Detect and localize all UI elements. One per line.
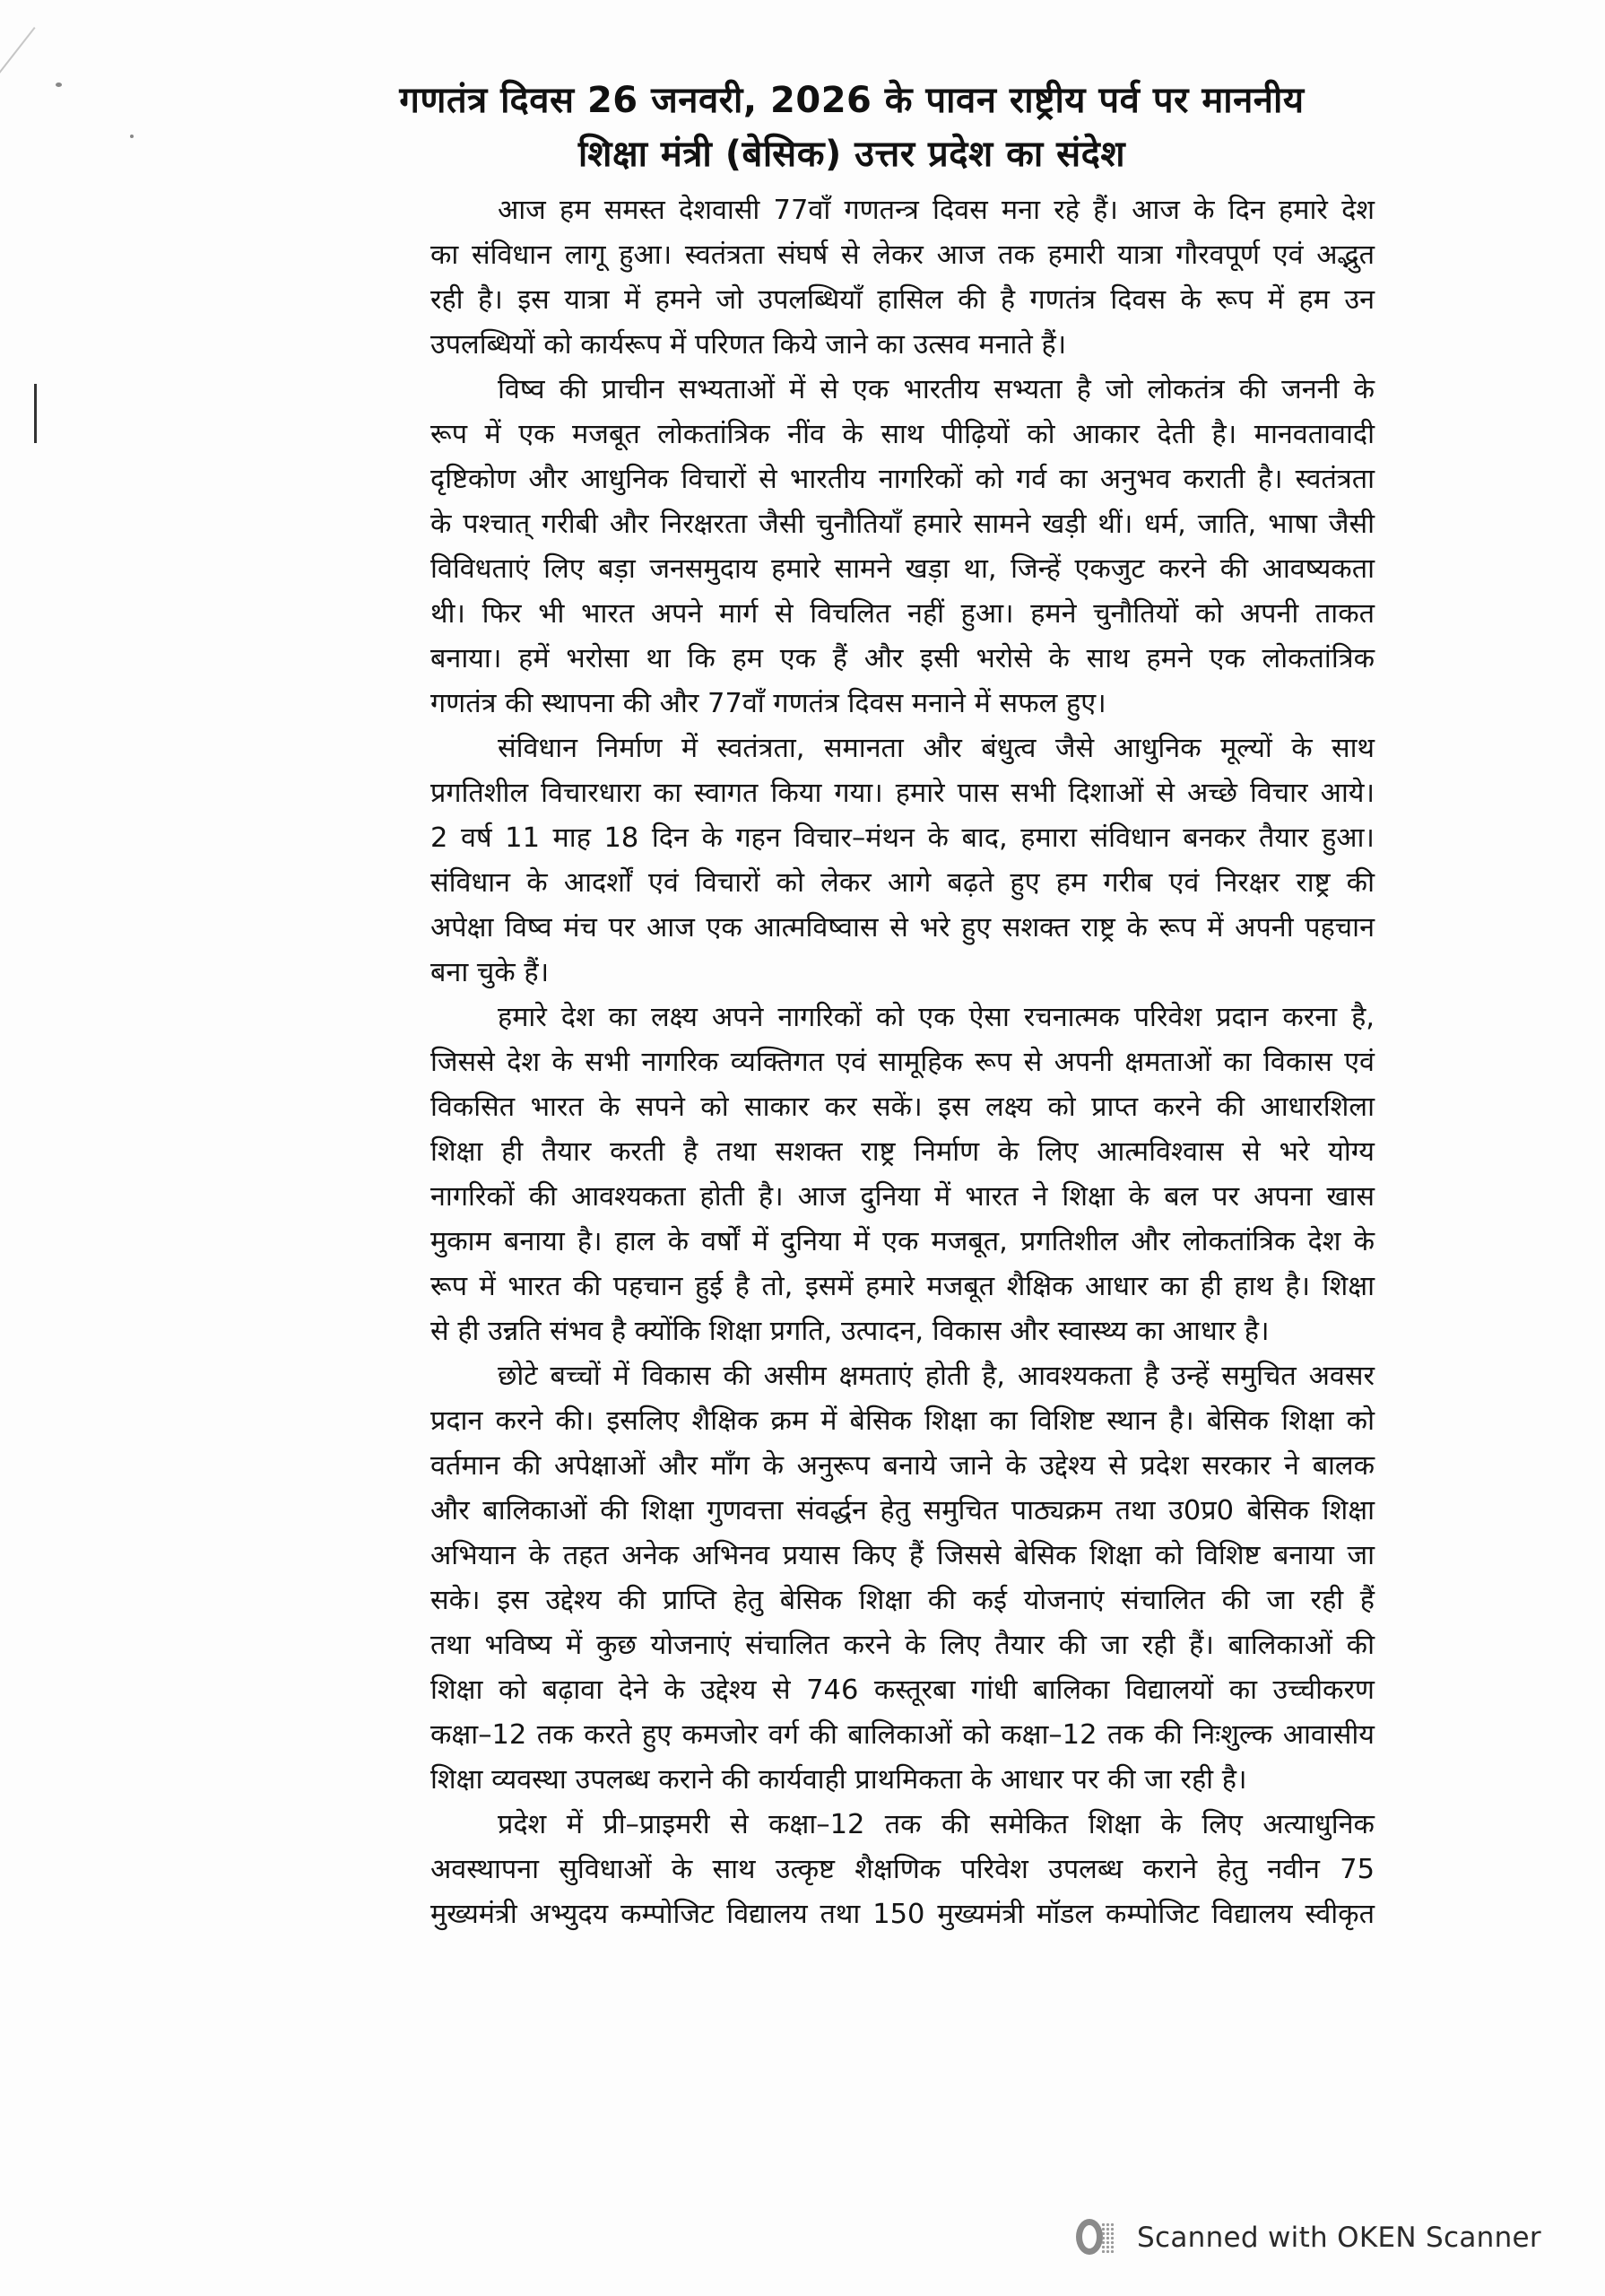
oken-scanner-logo-icon [1076,2217,1117,2258]
text-line: अवस्थापना सुविधाओं के साथ उत्कृष्ट शैक्षणिक परिवेश उपलब्ध कराने हेतु नवीन 75 [430,1854,1375,1885]
document-body [363,188,1375,1937]
text-line: विष्व की प्राचीन सभ्यताओं में से एक भारतीय सभ्यता है जो लोकतंत्र की जननी के [498,374,1375,405]
text-line: विकसित भारत के सपने को साकार कर सकें। इस लक्ष्य को प्राप्त करने की आधारशिला [430,1091,1375,1123]
text-line: कक्षा–12 तक करते हुए कमजोर वर्ग की बालिकाओं को कक्षा–12 तक की निःशुल्क आवासीय [430,1719,1375,1751]
document-title [269,74,1435,181]
text-line: संविधान के आदर्शों एवं विचारों को लेकर आगे बढ़ते हुए हम गरीब एवं निरक्षर राष्ट्र की [430,867,1375,899]
paragraph [363,726,1375,996]
scan-artifact-margin-mark [34,384,37,443]
text-line: सके। इस उद्देश्य की प्राप्ति हेतु बेसिक शिक्षा की कई योजनाएं संचालित की जा रही हैं [430,1585,1375,1616]
text-line: जिससे देश के सभी नागरिक व्यक्तिगत एवं सामूहिक रूप से अपनी क्षमताओं का विकास एवं [430,1047,1375,1078]
text-line: उपलब्धियों को कार्यरूप में परिणत किये जाने का उत्सव मनाते हैं। [430,329,1067,361]
paragraph [363,368,1375,726]
text-line: शिक्षा को बढ़ावा देने के उद्देश्य से 746 कस्तूरबा गांधी बालिका विद्यालयों का उच्चीकरण [430,1674,1375,1706]
scanner-watermark [1076,2215,1541,2260]
text-line: हमारे देश का लक्ष्य अपने नागरिकों को एक ऐसा रचनात्मक परिवेश प्रदान करना है, [498,1002,1375,1033]
text-line: अपेक्षा विष्व मंच पर आज एक आत्मविष्वास से भरे हुए सशक्त राष्ट्र के रूप में अपनी पहचान [430,912,1375,944]
text-line: तथा भविष्य में कुछ योजनाएं संचालित करने के लिए तैयार की जा रही हैं। बालिकाओं की [430,1630,1375,1661]
text-line: आज हम समस्त देशवासी 77वाँ गणतन्त्र दिवस मना रहे हैं। आज के दिन हमारे देश [498,195,1375,226]
watermark-text: Scanned with OKEN Scanner [1137,2222,1541,2254]
text-line: और बालिकाओं की शिक्षा गुणवत्ता संवर्द्धन हेतु समुचित पाठ्यक्रम तथा उ0प्र0 बेसिक शिक्षा [430,1495,1375,1526]
text-line: प्रदान करने की। इसलिए शैक्षिक क्रम में बेसिक शिक्षा का विशिष्ट स्थान है। बेसिक शिक्षा को [430,1405,1375,1437]
text-line: मुख्यमंत्री अभ्युदय कम्पोजिट विद्यालय तथा 150 मुख्यमंत्री मॉडल कम्पोजिट विद्यालय स्वीकृत [430,1899,1375,1930]
text-line: छोटे बच्चों में विकास की असीम क्षमताएं होती है, आवश्यकता है उन्हें समुचित अवसर [498,1361,1375,1392]
text-line: रूप में भारत की पहचान हुई है तो, इसमें हमारे मजबूत शैक्षिक आधार का ही हाथ है। शिक्षा [430,1271,1375,1302]
text-line: से ही उन्नति संभव है क्योंकि शिक्षा प्रगति, उत्पादन, विकास और स्वास्थ्य का आधार है। [430,1316,1270,1347]
title-line-2: शिक्षा मंत्री (बेसिक) उत्तर प्रदेश का संदेश [577,134,1126,175]
text-line: संविधान निर्माण में स्वतंत्रता, समानता और बंधुत्व जैसे आधुनिक मूल्यों के साथ [498,733,1375,764]
text-line: रूप में एक मजबूत लोकतांत्रिक नींव के साथ पीढ़ियों को आकार देती है। मानवतावादी [430,419,1375,450]
text-line: बना चुके हैं। [430,957,550,988]
text-line: के पश्चात् गरीबी और निरक्षरता जैसी चुनौतियाँ हमारे सामने खड़ी थीं। धर्म, जाति, भाषा जैसी [430,509,1375,540]
scan-artifact-line [0,27,36,367]
title-line-1: गणतंत्र दिवस 26 जनवरी, 2026 के पावन राष्ट्रीय पर्व पर माननीय [399,80,1305,121]
text-line: वर्तमान की अपेक्षाओं और माँग के अनुरूप बनाये जाने के उद्देश्य से प्रदेश सरकार ने बालक [430,1450,1375,1482]
text-line: 2 वर्ष 11 माह 18 दिन के गहन विचार–मंथन के बाद, हमारा संविधान बनकर तैयार हुआ। [430,822,1375,854]
text-line: रही है। इस यात्रा में हमने जो उपलब्धियाँ हासिल की है गणतंत्र दिवस के रूप में हम उन [430,284,1375,316]
paragraph [363,1354,1375,1803]
text-line: मुकाम बनाया है। हाल के वर्षों में दुनिया में एक मजबूत, प्रगतिशील और लोकतांत्रिक देश के [430,1226,1375,1257]
text-line: प्रदेश में प्री–प्राइमरी से कक्षा–12 तक की समेकित शिक्षा के लिए अत्याधुनिक [498,1809,1375,1840]
scan-speck [56,83,62,87]
paragraph [363,1803,1375,1937]
text-line: शिक्षा व्यवस्था उपलब्ध कराने की कार्यवाही प्राथमिकता के आधार पर की जा रही है। [430,1764,1247,1796]
text-line: प्रगतिशील विचारधारा का स्वागत किया गया। हमारे पास सभी दिशाओं से अच्छे विचार आये। [430,778,1375,809]
paragraph [363,188,1375,368]
text-line: थी। फिर भी भारत अपने मार्ग से विचलित नहीं हुआ। हमने चुनौतियों को अपनी ताकत [430,598,1375,630]
scan-speck [130,135,134,138]
text-line: नागरिकों की आवश्यकता होती है। आज दुनिया में भारत ने शिक्षा के बल पर अपना खास [430,1181,1375,1213]
text-line: शिक्षा ही तैयार करती है तथा सशक्त राष्ट्र निर्माण के लिए आत्मविश्वास से भरे योग्य [430,1136,1375,1168]
text-line: अभियान के तहत अनेक अभिनव प्रयास किए हैं जिससे बेसिक शिक्षा को विशिष्ट बनाया जा [430,1540,1375,1571]
paragraph [363,996,1375,1354]
text-line: गणतंत्र की स्थापना की और 77वाँ गणतंत्र दिवस मनाने में सफल हुए। [430,688,1106,719]
text-line: विविधताएं लिए बड़ा जनसमुदाय हमारे सामने खड़ा था, जिन्हें एकजुट करने की आवष्यकता [430,553,1375,585]
text-line: बनाया। हमें भरोसा था कि हम एक हैं और इसी भरोसे के साथ हमने एक लोकतांत्रिक [430,643,1375,674]
text-line: का संविधान लागू हुआ। स्वतंत्रता संघर्ष से लेकर आज तक हमारी यात्रा गौरवपूर्ण एवं अद्भुत [430,239,1375,271]
text-line: दृष्टिकोण और आधुनिक विचारों से भारतीय नागरिकों को गर्व का अनुभव कराती है। स्वतंत्रता [430,464,1375,495]
